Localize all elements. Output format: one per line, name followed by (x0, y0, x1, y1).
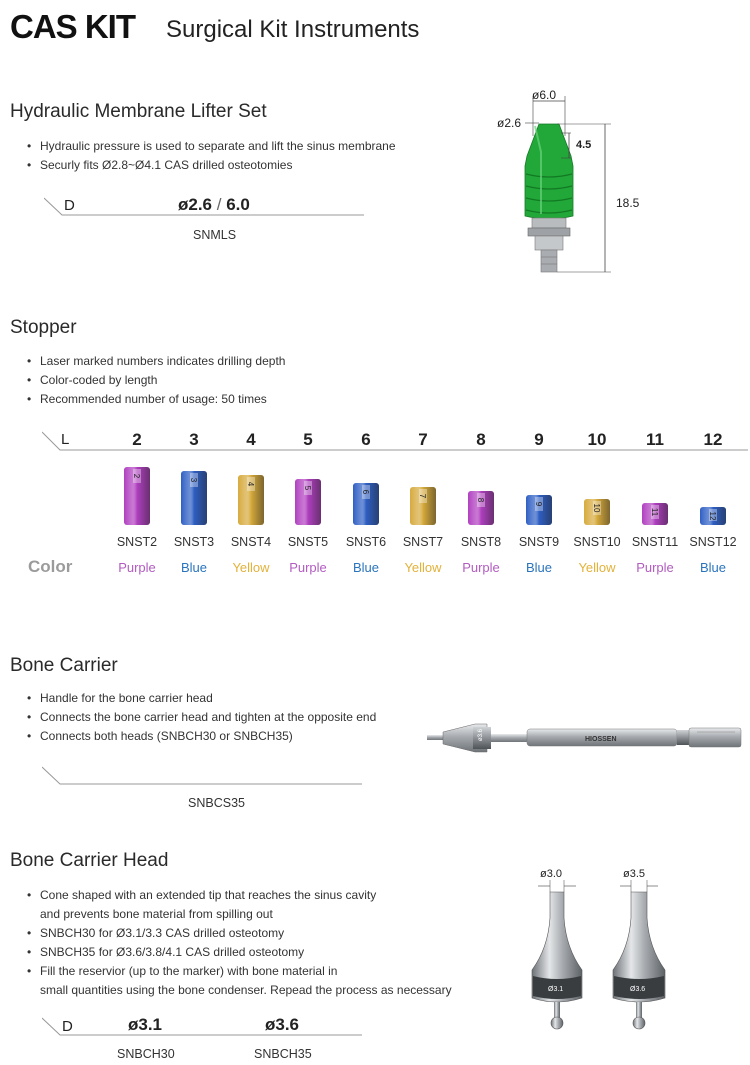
stopper-bullets (10, 352, 285, 409)
hydraulic-bullets (10, 137, 396, 175)
stopper-color: Blue (352, 560, 380, 575)
head-a-dim: ø3.0 (540, 868, 563, 880)
bone-carrier-head-bullets (10, 886, 452, 1000)
head-b-spec: ø3.6 (265, 1015, 300, 1034)
page-title: CAS KIT (10, 8, 135, 45)
bone-carrier-spec-row (42, 765, 362, 785)
stopper-image (122, 466, 152, 526)
bone-carrier-model: SNBCS35 (188, 796, 245, 810)
head-a-mark: Ø3.1 (548, 986, 564, 993)
color-label: Color (28, 557, 73, 576)
stopper-length: 10 (587, 430, 607, 449)
stopper-color: Blue (525, 560, 553, 575)
svg-text:8: 8 (476, 497, 485, 503)
spec-divider (42, 1016, 362, 1038)
stopper-image (293, 478, 323, 526)
svg-text:11: 11 (650, 507, 659, 517)
stopper-image (698, 506, 728, 526)
dim-top-diameter: ø6.0 (532, 88, 557, 102)
stopper-length: 6 (361, 430, 371, 449)
list-item: • Hydraulic pressure is used to separate and lift the sinus membrane (10, 137, 396, 156)
stopper-color: Yellow (404, 560, 442, 575)
head-a-spec: ø3.1 (128, 1015, 163, 1034)
stopper-length: 12 (703, 430, 723, 449)
stopper-color: Yellow (232, 560, 270, 575)
bone-carrier-heads-drawing (520, 878, 680, 1038)
stopper-code: SNST10 (573, 535, 621, 549)
list-item: • Laser marked numbers indicates drilling depth (10, 352, 285, 371)
stopper-length: 5 (303, 430, 313, 449)
stopper-color: Purple (462, 560, 500, 575)
stopper-color: Blue (180, 560, 208, 575)
brand-label: HIOSSEN (585, 736, 617, 743)
length-label: L (61, 431, 70, 448)
diameter-label: D (62, 1018, 73, 1035)
stopper-code: SNST2 (116, 535, 158, 549)
page-subtitle: Surgical Kit Instruments (166, 16, 420, 43)
stopper-image (236, 474, 266, 526)
stopper-length: 9 (534, 430, 544, 449)
svg-text:4: 4 (246, 481, 255, 487)
list-item: • Recommended number of usage: 50 times (10, 390, 285, 409)
stopper-code: SNST12 (689, 535, 737, 549)
stopper-length: 8 (476, 430, 486, 449)
stopper-image (179, 470, 209, 526)
stopper-code: SNST7 (402, 535, 444, 549)
stopper-code: SNST3 (173, 535, 215, 549)
list-item: • Connects both heads (SNBCH30 or SNBCH35) (10, 727, 376, 746)
list-item: • SNBCH35 for Ø3.6/3.8/4.1 CAS drilled osteotomy (10, 943, 452, 962)
svg-text:6: 6 (361, 489, 370, 495)
stopper-length: 4 (246, 430, 256, 449)
hydraulic-spec-value (178, 195, 250, 215)
stopper-image (408, 486, 438, 526)
stopper-code: SNST5 (287, 535, 329, 549)
stopper-code: SNST6 (345, 535, 387, 549)
stopper-length: 3 (189, 430, 199, 449)
dim-total-length: 18.5 (616, 196, 640, 210)
list-item: • Color-coded by length (10, 371, 285, 390)
list-item: • Connects the bone carrier head and tighten at the opposite end (10, 708, 376, 727)
stopper-length: 11 (646, 430, 664, 449)
stopper-color: Yellow (578, 560, 616, 575)
svg-text:ø3.6: ø3.6 (478, 728, 484, 741)
bone-carrier-head-title: Bone Carrier Head (10, 850, 169, 871)
bone-carrier-drawing (425, 712, 745, 762)
head-b-mark: Ø3.6 (630, 986, 646, 993)
list-item: • SNBCH30 for Ø3.1/3.3 CAS drilled osteotomy (10, 924, 452, 943)
stopper-color: Purple (636, 560, 674, 575)
svg-text:7: 7 (418, 493, 427, 499)
stopper-color: Purple (118, 560, 156, 575)
list-item: • Securly fits Ø2.8~Ø4.1 CAS drilled osteotomies (10, 156, 396, 175)
svg-text:5: 5 (303, 485, 312, 491)
spec-separator: / (212, 195, 227, 214)
stopper-code: SNST9 (518, 535, 560, 549)
stopper-color: Purple (289, 560, 327, 575)
stopper-image (582, 498, 612, 526)
hydraulic-model: SNMLS (193, 228, 237, 242)
stopper-length: 7 (418, 430, 428, 449)
bone-carrier-head-spec-row (42, 1016, 362, 1036)
list-item: • Cone shaped with an extended tip that reaches the sinus cavity and prevents bone material from spilling out (10, 886, 452, 924)
dim-tip-length: 4.5 (576, 139, 592, 151)
head-a-model: SNBCH30 (117, 1047, 175, 1061)
spec-divider (42, 765, 362, 787)
dim-tip-diameter: ø2.6 (497, 116, 522, 130)
stopper-code: SNST8 (460, 535, 502, 549)
svg-text:12: 12 (708, 511, 717, 521)
stopper-image (524, 494, 554, 526)
bone-carrier-title: Bone Carrier (10, 655, 118, 676)
head-b-model: SNBCH35 (254, 1047, 312, 1061)
svg-text:3: 3 (189, 477, 198, 483)
stopper-code: SNST11 (631, 535, 679, 549)
hydraulic-title: Hydraulic Membrane Lifter Set (10, 101, 267, 122)
head-b-dim: ø3.5 (623, 868, 646, 880)
svg-text:9: 9 (534, 501, 543, 507)
stopper-color: Blue (699, 560, 727, 575)
stopper-image (466, 490, 496, 526)
svg-text:2: 2 (132, 473, 141, 479)
diameter-label: D (64, 197, 75, 214)
list-item: • Fill the reservior (up to the marker) with bone material in small quantities using the bone condenser. Repead the process as necessary (10, 962, 452, 1000)
stopper-length: 2 (132, 430, 142, 449)
stopper-title: Stopper (10, 317, 77, 338)
stopper-image (640, 502, 670, 526)
svg-text:10: 10 (592, 503, 601, 513)
bone-carrier-bullets (10, 689, 376, 746)
spec-tip-diameter: ø2.6 (178, 195, 213, 214)
spec-top-diameter: 6.0 (226, 195, 250, 214)
list-item: • Handle for the bone carrier head (10, 689, 376, 708)
stopper-image (351, 482, 381, 526)
stopper-code: SNST4 (230, 535, 272, 549)
